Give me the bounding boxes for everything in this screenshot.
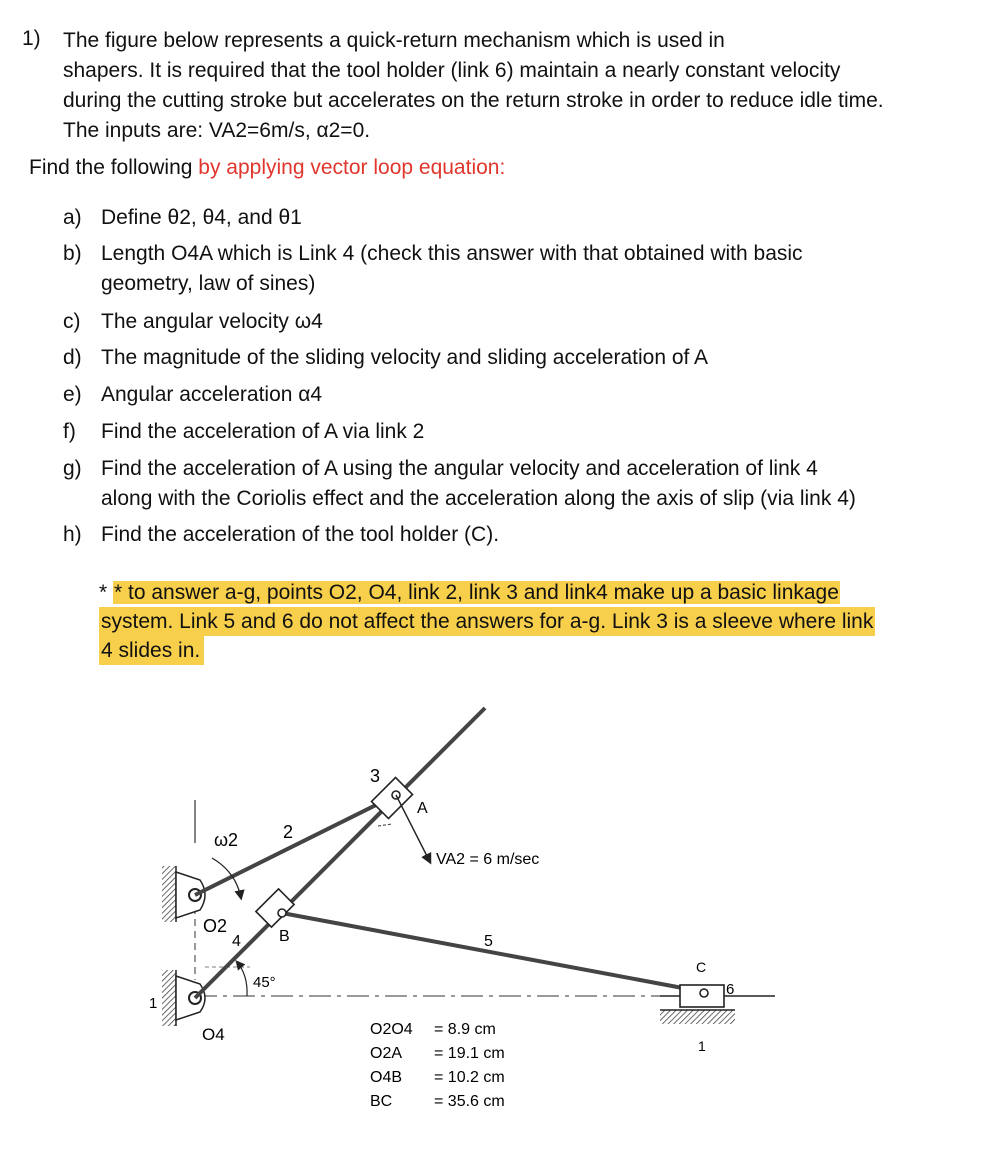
dim-bc-label: BC [370, 1093, 393, 1110]
slider-block-b [256, 889, 294, 927]
item-a-line-1: Define θ2, θ4, and θ1 [101, 206, 302, 229]
intro-line-2: shapers. It is required that the tool holder (link 6) maintain a nearly constant velocity [63, 59, 841, 82]
note-star: * [99, 581, 114, 604]
intro-line-1: The figure below represents a quick-return mechanism which is used in [63, 29, 725, 52]
label-link-2: 2 [283, 822, 294, 842]
dim-o2o4-value: = 8.9 cm [434, 1021, 496, 1038]
item-c-line-1: The angular velocity ω4 [101, 310, 323, 333]
item-letter-b: b) [63, 242, 82, 265]
intro-line-3: during the cutting stroke but accelerates on the return stroke in order to reduce idle time. [63, 89, 884, 112]
note-line-3: 4 slides in. [99, 636, 204, 665]
item-f-line-1: Find the acceleration of A via link 2 [101, 420, 425, 443]
label-link-6: 6 [726, 981, 735, 998]
find-prefix: Find the following [29, 156, 199, 179]
label-ground-1-right: 1 [698, 1038, 706, 1054]
dim-o4b-label: O4B [370, 1069, 403, 1086]
label-link-4: 4 [232, 933, 241, 950]
item-b-line-2: geometry, law of sines) [101, 272, 316, 295]
item-e-line-1: Angular acceleration α4 [101, 383, 323, 406]
item-letter-e: e) [63, 383, 82, 406]
note-line-2: system. Link 5 and 6 do not affect the answers for a-g. Link 3 is a sleeve where link [99, 607, 875, 636]
label-omega2: ω2 [214, 830, 239, 850]
note-line-1-text: * to answer a-g, points O2, O4, link 2, link 3 and link4 make up a basic linkage [114, 581, 839, 604]
label-o2: O2 [203, 916, 228, 936]
dimension-list [370, 1021, 505, 1110]
label-o4: O4 [202, 1025, 225, 1044]
label-link-3: 3 [370, 766, 381, 786]
problem-number: 1) [22, 27, 41, 50]
pin-b [278, 909, 286, 917]
label-point-b: B [279, 928, 290, 945]
item-letter-c: c) [63, 310, 81, 333]
find-method: by applying vector loop equation: [198, 156, 506, 179]
item-h-line-1: Find the acceleration of the tool holder (C). [101, 523, 500, 546]
label-angle: 45° [253, 974, 276, 991]
item-letter-d: d) [63, 346, 82, 369]
item-b-line-1: Length O4A which is Link 4 (check this answer with that obtained with basic [101, 242, 803, 265]
item-g-line-1: Find the acceleration of A using the angular velocity and acceleration of link 4 [101, 457, 818, 480]
intro-line-4: The inputs are: VA2=6m/s, α2=0. [63, 119, 371, 142]
link-5 [282, 913, 707, 992]
note-block [99, 578, 840, 607]
ground-hatch-o2 [162, 866, 176, 922]
label-point-c: C [696, 959, 707, 975]
label-va2: VA2 = 6 m/sec [436, 851, 540, 868]
label-link-5: 5 [484, 933, 493, 950]
item-g-line-2: along with the Coriolis effect and the acceleration along the axis of slip (via link 4) [101, 487, 856, 510]
item-d-line-1: The magnitude of the sliding velocity and sliding acceleration of A [101, 346, 709, 369]
note-line-1 [99, 578, 840, 607]
dim-bc-value: = 35.6 cm [434, 1093, 505, 1110]
dim-o2o4-label: O2O4 [370, 1021, 413, 1038]
item-letter-h: h) [63, 523, 82, 546]
find-instruction [29, 153, 505, 183]
sleeve-dashline [378, 824, 392, 826]
label-point-a: A [417, 800, 428, 817]
label-ground-1-left: 1 [149, 995, 158, 1012]
item-letter-f: f) [63, 420, 76, 443]
item-letter-g: g) [63, 457, 82, 480]
ground-hatch-o4 [162, 970, 176, 1026]
dim-o2a-label: O2A [370, 1045, 403, 1062]
dim-o2a-value: = 19.1 cm [434, 1045, 505, 1062]
pin-c [700, 989, 708, 997]
ground-hatch-slider [660, 1010, 735, 1024]
dim-o4b-value: = 10.2 cm [434, 1069, 505, 1086]
item-letter-a: a) [63, 206, 82, 229]
mechanism-figure [0, 680, 996, 1150]
